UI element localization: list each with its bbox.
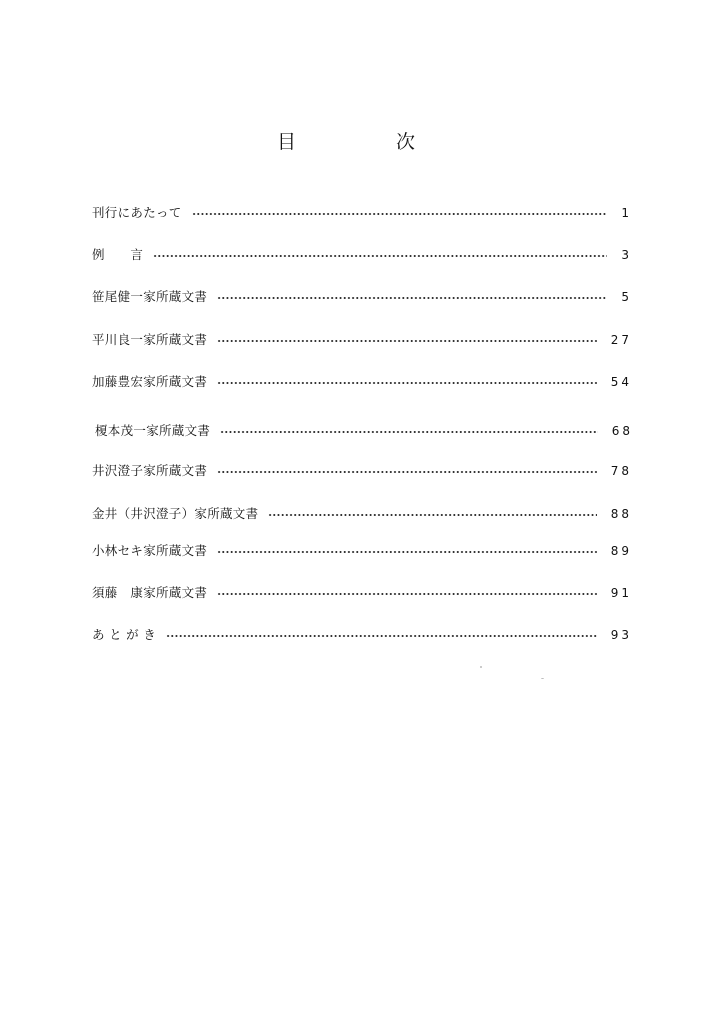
dot-leader [217,551,597,553]
toc-page-number: 54 [610,375,632,389]
toc-label: 平川良一家所蔵文書 [92,332,208,347]
dot-leader [166,635,597,637]
dot-leader [217,340,597,342]
toc-entry-kanko [92,203,632,223]
toc-entry-reigen [92,245,632,265]
toc-entry-hirakawa [92,330,632,350]
title-char-1: 目 [277,131,297,153]
page-title [0,130,720,160]
toc-entry-sudo [92,583,632,603]
toc-page-number: 93 [610,628,632,642]
toc-page-number: 27 [610,333,632,347]
toc-label: あ と が き [92,627,157,642]
toc-page-number: 5 [621,290,632,304]
toc-label: 榎本茂一家所蔵文書 [95,423,211,438]
toc-label: 井沢澄子家所蔵文書 [92,463,208,478]
toc-entry-sasao [92,287,632,307]
toc-page-number: 78 [610,464,632,478]
dot-leader [192,213,608,215]
dot-leader [217,593,597,595]
dot-leader [217,471,597,473]
toc-label: 加藤豊宏家所蔵文書 [92,374,208,389]
dot-leader [217,297,607,299]
toc-page-number: 88 [610,507,632,521]
toc-page-number: 89 [610,544,632,558]
toc-label: 須藤 康家所蔵文書 [92,585,208,600]
toc-label: 笹尾健一家所蔵文書 [92,289,208,304]
dot-leader [153,255,607,257]
toc-entry-izawa [92,461,632,481]
dot-leader [268,514,596,516]
toc-entry-kobayashi [92,541,632,561]
dot-leader [220,431,598,433]
toc-page-number: 91 [610,586,632,600]
scan-speck [480,666,482,668]
dot-leader [217,382,597,384]
toc-entry-kato [92,372,632,392]
toc-label: 例 言 [92,247,144,262]
scan-speck [541,678,544,679]
toc-entry-enomoto [95,421,633,441]
toc-entry-kanai [92,504,632,524]
title-char-2: 次 [396,131,416,153]
toc-label: 小林セキ家所蔵文書 [92,543,208,558]
toc-page-number: 3 [621,248,632,262]
toc-label: 刊行にあたって [92,205,182,220]
toc-page-number: 1 [621,206,632,220]
toc-label: 金井（井沢澄子）家所蔵文書 [92,506,259,521]
toc-page-number: 68 [611,424,633,438]
toc-entry-atogaki [92,625,632,645]
